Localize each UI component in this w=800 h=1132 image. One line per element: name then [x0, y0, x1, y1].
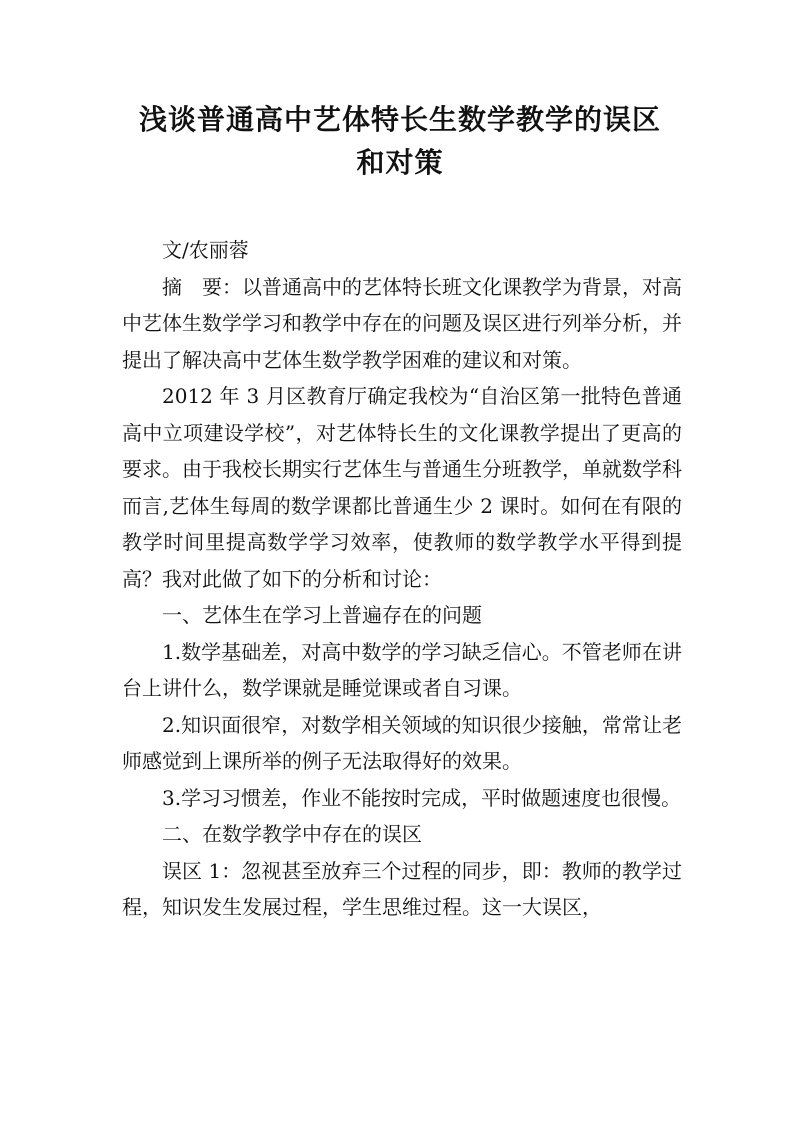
intro-paragraph: 2012 年 3 月区教育厅确定我校为“自治区第一批特色普通高中立项建设学校”，对艺体特长生的文化课教学提出了更高的要求。由于我校长期实行艺体生与普通生分班教学，单就数学科而言,艺体生每周的数学课都比普通生少 2 课时。如何在有限的教学时间里提高数学学习效率，使教师的数学教学水平得到提高？我对此做了如下的分析和讨论：: [122, 384, 682, 591]
document-title-line2: 和对策: [356, 146, 444, 179]
abstract-paragraph: 摘 要：以普通高中的艺体特长班文化课教学为背景，对高中艺体生数学学习和教学中存在的问题及误区进行列举分析，并提出了解决高中艺体生数学教学困难的建议和对策。: [122, 274, 682, 372]
problem-item-1: 1.数学基础差，对高中数学的学习缺乏信心。不管老师在讲台上讲什么，数学课就是睡觉课或者自习课。: [122, 639, 682, 700]
document-body: [122, 232, 682, 926]
misconception-1-paragraph: 误区 1：忽视甚至放弃三个过程的同步，即：教师的教学过程，知识发生发展过程，学生思维过程。这一大误区，: [122, 858, 682, 919]
document-title-line1: 浅谈普通高中艺体特长生数学教学的误区: [138, 103, 661, 136]
author-line: 文/农丽蓉: [162, 238, 249, 262]
section1-heading: 一、艺体生在学习上普遍存在的问题: [162, 603, 482, 627]
problem-item-2: 2.知识面很窄，对数学相关领域的知识很少接触，常常让老师感觉到上课所举的例子无法取得好的效果。: [122, 712, 682, 773]
problem-item-3: 3.学习习惯差，作业不能按时完成，平时做题速度也很慢。: [162, 785, 682, 810]
section2-heading: 二、在数学教学中存在的误区: [162, 822, 422, 846]
